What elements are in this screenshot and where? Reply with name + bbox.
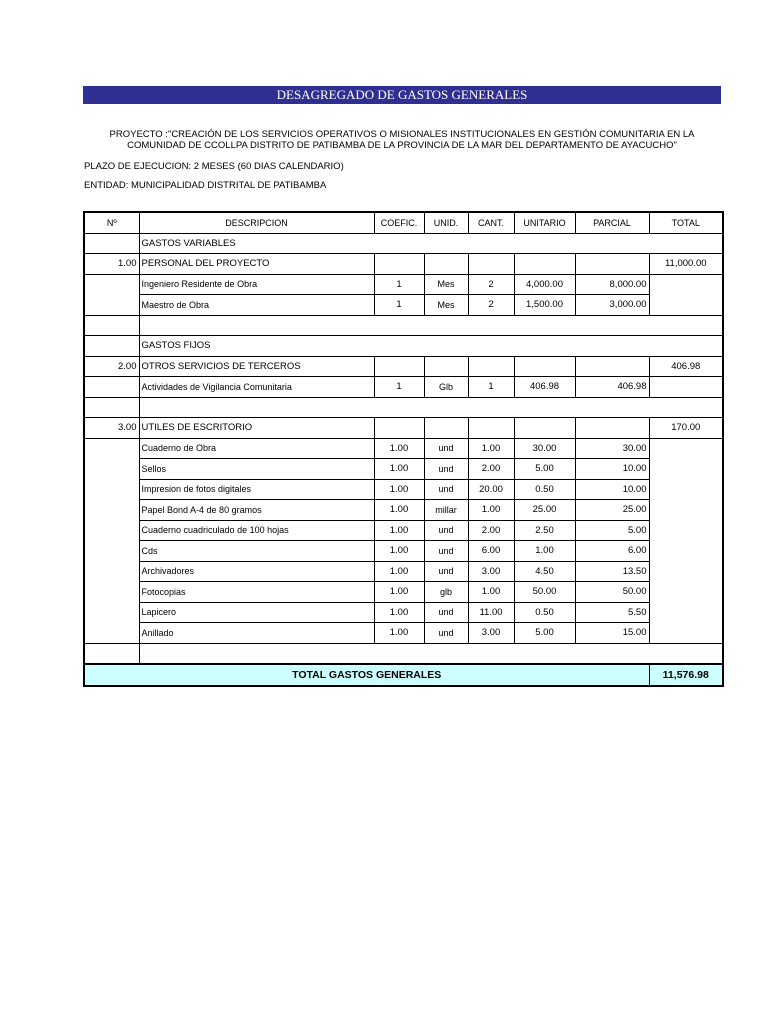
section-label: GASTOS VARIABLES [139,233,723,254]
item-unid: glb [424,582,468,603]
item-unid: Mes [424,295,468,316]
item-coef: 1.00 [374,438,424,459]
group-total: 406.98 [649,356,723,377]
item-row [84,274,723,295]
item-desc: Archivadores [139,561,374,582]
item-cant: 6.00 [468,541,514,562]
header-unit: UNITARIO [514,212,575,233]
item-unid: Mes [424,274,468,295]
item-coef: 1.00 [374,479,424,500]
item-num [84,623,139,644]
item-parc: 30.00 [575,438,649,459]
item-desc: Cuaderno de Obra [139,438,374,459]
gastos-table [83,211,724,687]
item-num [84,438,139,459]
item-desc: Maestro de Obra [139,295,374,316]
item-total [649,561,723,582]
item-unit: 1.00 [514,541,575,562]
item-coef: 1.00 [374,520,424,541]
item-unit: 4,000.00 [514,274,575,295]
item-row [84,438,723,459]
header-desc: DESCRIPCION [139,212,374,233]
item-unid: und [424,438,468,459]
item-unit: 2.50 [514,520,575,541]
spacer-row [84,315,723,336]
item-coef: 1.00 [374,500,424,521]
item-desc: Anillado [139,623,374,644]
group-desc: PERSONAL DEL PROYECTO [139,254,374,275]
header-total: TOTAL [649,212,723,233]
item-cant: 1.00 [468,438,514,459]
document-title: DESAGREGADO DE GASTOS GENERALES [83,86,721,104]
item-parc: 10.00 [575,459,649,480]
item-num [84,561,139,582]
item-parc: 50.00 [575,582,649,603]
group-total: 11,000.00 [649,254,723,275]
item-desc: Ingeniero Residente de Obra [139,274,374,295]
spacer-row [84,643,723,664]
item-num [84,602,139,623]
item-unid: und [424,479,468,500]
item-total [649,500,723,521]
item-parc: 5.00 [575,520,649,541]
item-num [84,479,139,500]
item-row [84,561,723,582]
project-description: PROYECTO :"CREACIÓN DE LOS SERVICIOS OPERATIVOS O MISIONALES INSTITUCIONALES EN GESTIÓN COMUNITARIA EN LA COMUNIDAD DE CCOLLPA DISTRITO DE PATIBAMBA DE LA PROVINCIA DE LA MAR DEL DEPARTAMENTO DE AYACUCHO" [109,129,695,151]
item-parc: 5.50 [575,602,649,623]
item-cant: 3.00 [468,561,514,582]
group-total: 170.00 [649,418,723,439]
item-coef: 1.00 [374,582,424,603]
item-row [84,541,723,562]
item-unit: 25.00 [514,500,575,521]
item-total [649,582,723,603]
item-cant: 3.00 [468,623,514,644]
item-coef: 1.00 [374,623,424,644]
item-total [649,602,723,623]
item-total [649,459,723,480]
item-desc: Lapicero [139,602,374,623]
item-total [649,274,723,295]
item-total [649,438,723,459]
item-num [84,582,139,603]
item-row [84,459,723,480]
item-total [649,623,723,644]
item-parc: 25.00 [575,500,649,521]
item-total [649,377,723,398]
item-num [84,274,139,295]
section-label: GASTOS FIJOS [139,336,723,357]
item-num [84,459,139,480]
group-num: 1.00 [84,254,139,275]
total-value: 11,576.98 [649,664,723,686]
item-unid: Glb [424,377,468,398]
item-unid: und [424,623,468,644]
item-coef: 1 [374,274,424,295]
item-desc: Cds [139,541,374,562]
item-num [84,500,139,521]
item-total [649,479,723,500]
item-row [84,295,723,316]
item-coef: 1.00 [374,561,424,582]
total-row [84,664,723,686]
header-coef: COEFIC. [374,212,424,233]
item-num [84,377,139,398]
item-cant: 20.00 [468,479,514,500]
item-unid: und [424,541,468,562]
entidad: ENTIDAD: MUNICIPALIDAD DISTRITAL DE PATIBAMBA [84,180,327,191]
spacer-row [84,397,723,418]
item-cant: 1.00 [468,500,514,521]
item-unit: 50.00 [514,582,575,603]
item-unit: 5.00 [514,623,575,644]
group-row [84,356,723,377]
item-cant: 2.00 [468,459,514,480]
group-row [84,254,723,275]
item-coef: 1 [374,295,424,316]
section-row-variables [84,233,723,254]
item-parc: 15.00 [575,623,649,644]
group-num: 3.00 [84,418,139,439]
total-label: TOTAL GASTOS GENERALES [84,664,649,686]
item-desc: Sellos [139,459,374,480]
item-cant: 2 [468,274,514,295]
item-total [649,295,723,316]
item-row [84,582,723,603]
item-desc: Impresion de fotos digitales [139,479,374,500]
item-coef: 1 [374,377,424,398]
item-unit: 406.98 [514,377,575,398]
item-unid: und [424,561,468,582]
item-unid: und [424,459,468,480]
group-row [84,418,723,439]
item-num [84,295,139,316]
group-desc: OTROS SERVICIOS DE TERCEROS [139,356,374,377]
header-unid: UNID. [424,212,468,233]
item-total [649,520,723,541]
item-coef: 1.00 [374,459,424,480]
item-row [84,623,723,644]
item-unid: millar [424,500,468,521]
item-row [84,602,723,623]
item-cant: 1.00 [468,582,514,603]
item-desc: Papel Bond A-4 de 80 gramos [139,500,374,521]
item-parc: 3,000.00 [575,295,649,316]
item-parc: 406.98 [575,377,649,398]
table-header-row [84,212,723,233]
item-desc: Fotocopias [139,582,374,603]
item-parc: 8,000.00 [575,274,649,295]
item-coef: 1.00 [374,541,424,562]
plazo-ejecucion: PLAZO DE EJECUCION: 2 MESES (60 DIAS CALENDARIO) [84,161,344,172]
item-parc: 6.00 [575,541,649,562]
item-unit: 4.50 [514,561,575,582]
item-cant: 2 [468,295,514,316]
item-total [649,541,723,562]
item-num [84,520,139,541]
item-unit: 1,500.00 [514,295,575,316]
item-num [84,541,139,562]
item-unit: 5.00 [514,459,575,480]
item-unid: und [424,602,468,623]
item-cant: 2.00 [468,520,514,541]
item-unit: 0.50 [514,602,575,623]
item-coef: 1.00 [374,602,424,623]
item-cant: 11.00 [468,602,514,623]
item-desc: Actividades de Vigilancia Comunitaria [139,377,374,398]
group-desc: UTILES DE ESCRITORIO [139,418,374,439]
item-desc: Cuaderno cuadriculado de 100 hojas [139,520,374,541]
header-num: Nº [84,212,139,233]
section-row-fijos [84,336,723,357]
item-cant: 1 [468,377,514,398]
item-row [84,479,723,500]
item-parc: 13.50 [575,561,649,582]
header-parc: PARCIAL [575,212,649,233]
header-cant: CANT. [468,212,514,233]
item-row [84,377,723,398]
item-unid: und [424,520,468,541]
item-unit: 30.00 [514,438,575,459]
item-parc: 10.00 [575,479,649,500]
group-num: 2.00 [84,356,139,377]
item-row [84,520,723,541]
item-row [84,500,723,521]
item-unit: 0.50 [514,479,575,500]
